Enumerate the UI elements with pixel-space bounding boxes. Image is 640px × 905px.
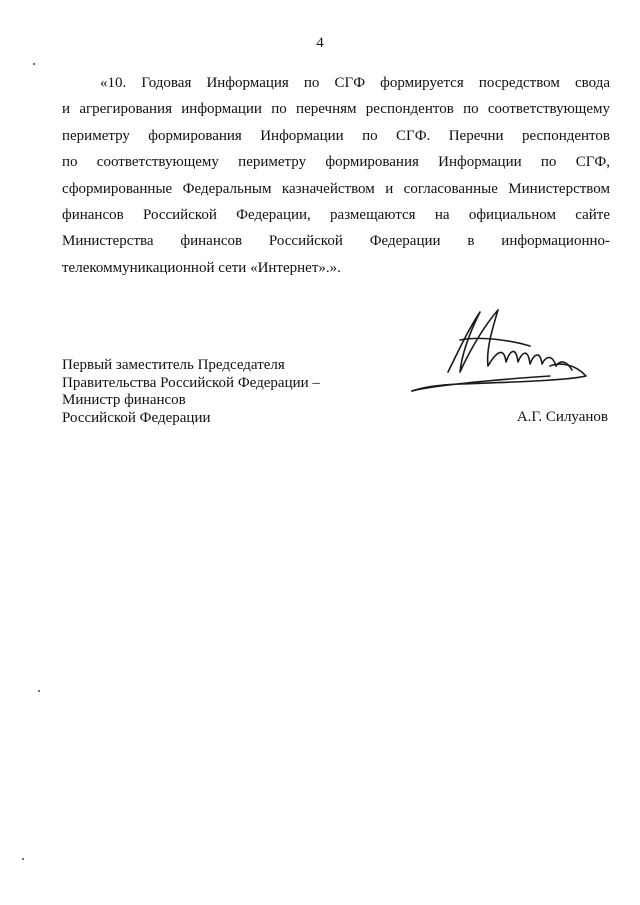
scan-speck: [33, 63, 35, 65]
scan-speck: [22, 858, 24, 860]
paragraph-line: «10. Годовая Информация по СГФ формируется посредством свода: [100, 75, 610, 91]
paragraph-line: периметру формирования Информации по СГФ. Перечни респондентов: [62, 127, 610, 144]
paragraph-10: [62, 70, 610, 281]
paragraph-line: по соответствующему периметру формирования Информации по СГФ,: [62, 154, 610, 171]
signer-position-line: Правительства Российской Федерации –: [62, 374, 320, 391]
page-number: 4: [316, 35, 324, 51]
paragraph-line: финансов Российской Федерации, размещаются на официальном сайте: [62, 206, 610, 223]
signer-position-line: Министр финансов: [62, 392, 186, 408]
paragraph-line: сформированные Федеральным казначейством и согласованные Министерством: [62, 180, 610, 197]
paragraph-line: Министерства финансов Российской Федерации в информационно-: [62, 233, 610, 250]
signer-name: А.Г. Силуанов: [516, 409, 608, 425]
scan-speck: [38, 690, 40, 692]
signer-position: [62, 357, 362, 427]
paragraph-line: телекоммуникационной сети «Интернет».».: [62, 259, 341, 276]
signer-position-line: Первый заместитель Председателя: [62, 357, 285, 373]
paragraph-line: и агрегирования информации по перечням респондентов по соответствующему: [62, 101, 610, 118]
handwritten-signature: [400, 300, 600, 395]
signer-position-line: Российской Федерации: [62, 409, 211, 426]
